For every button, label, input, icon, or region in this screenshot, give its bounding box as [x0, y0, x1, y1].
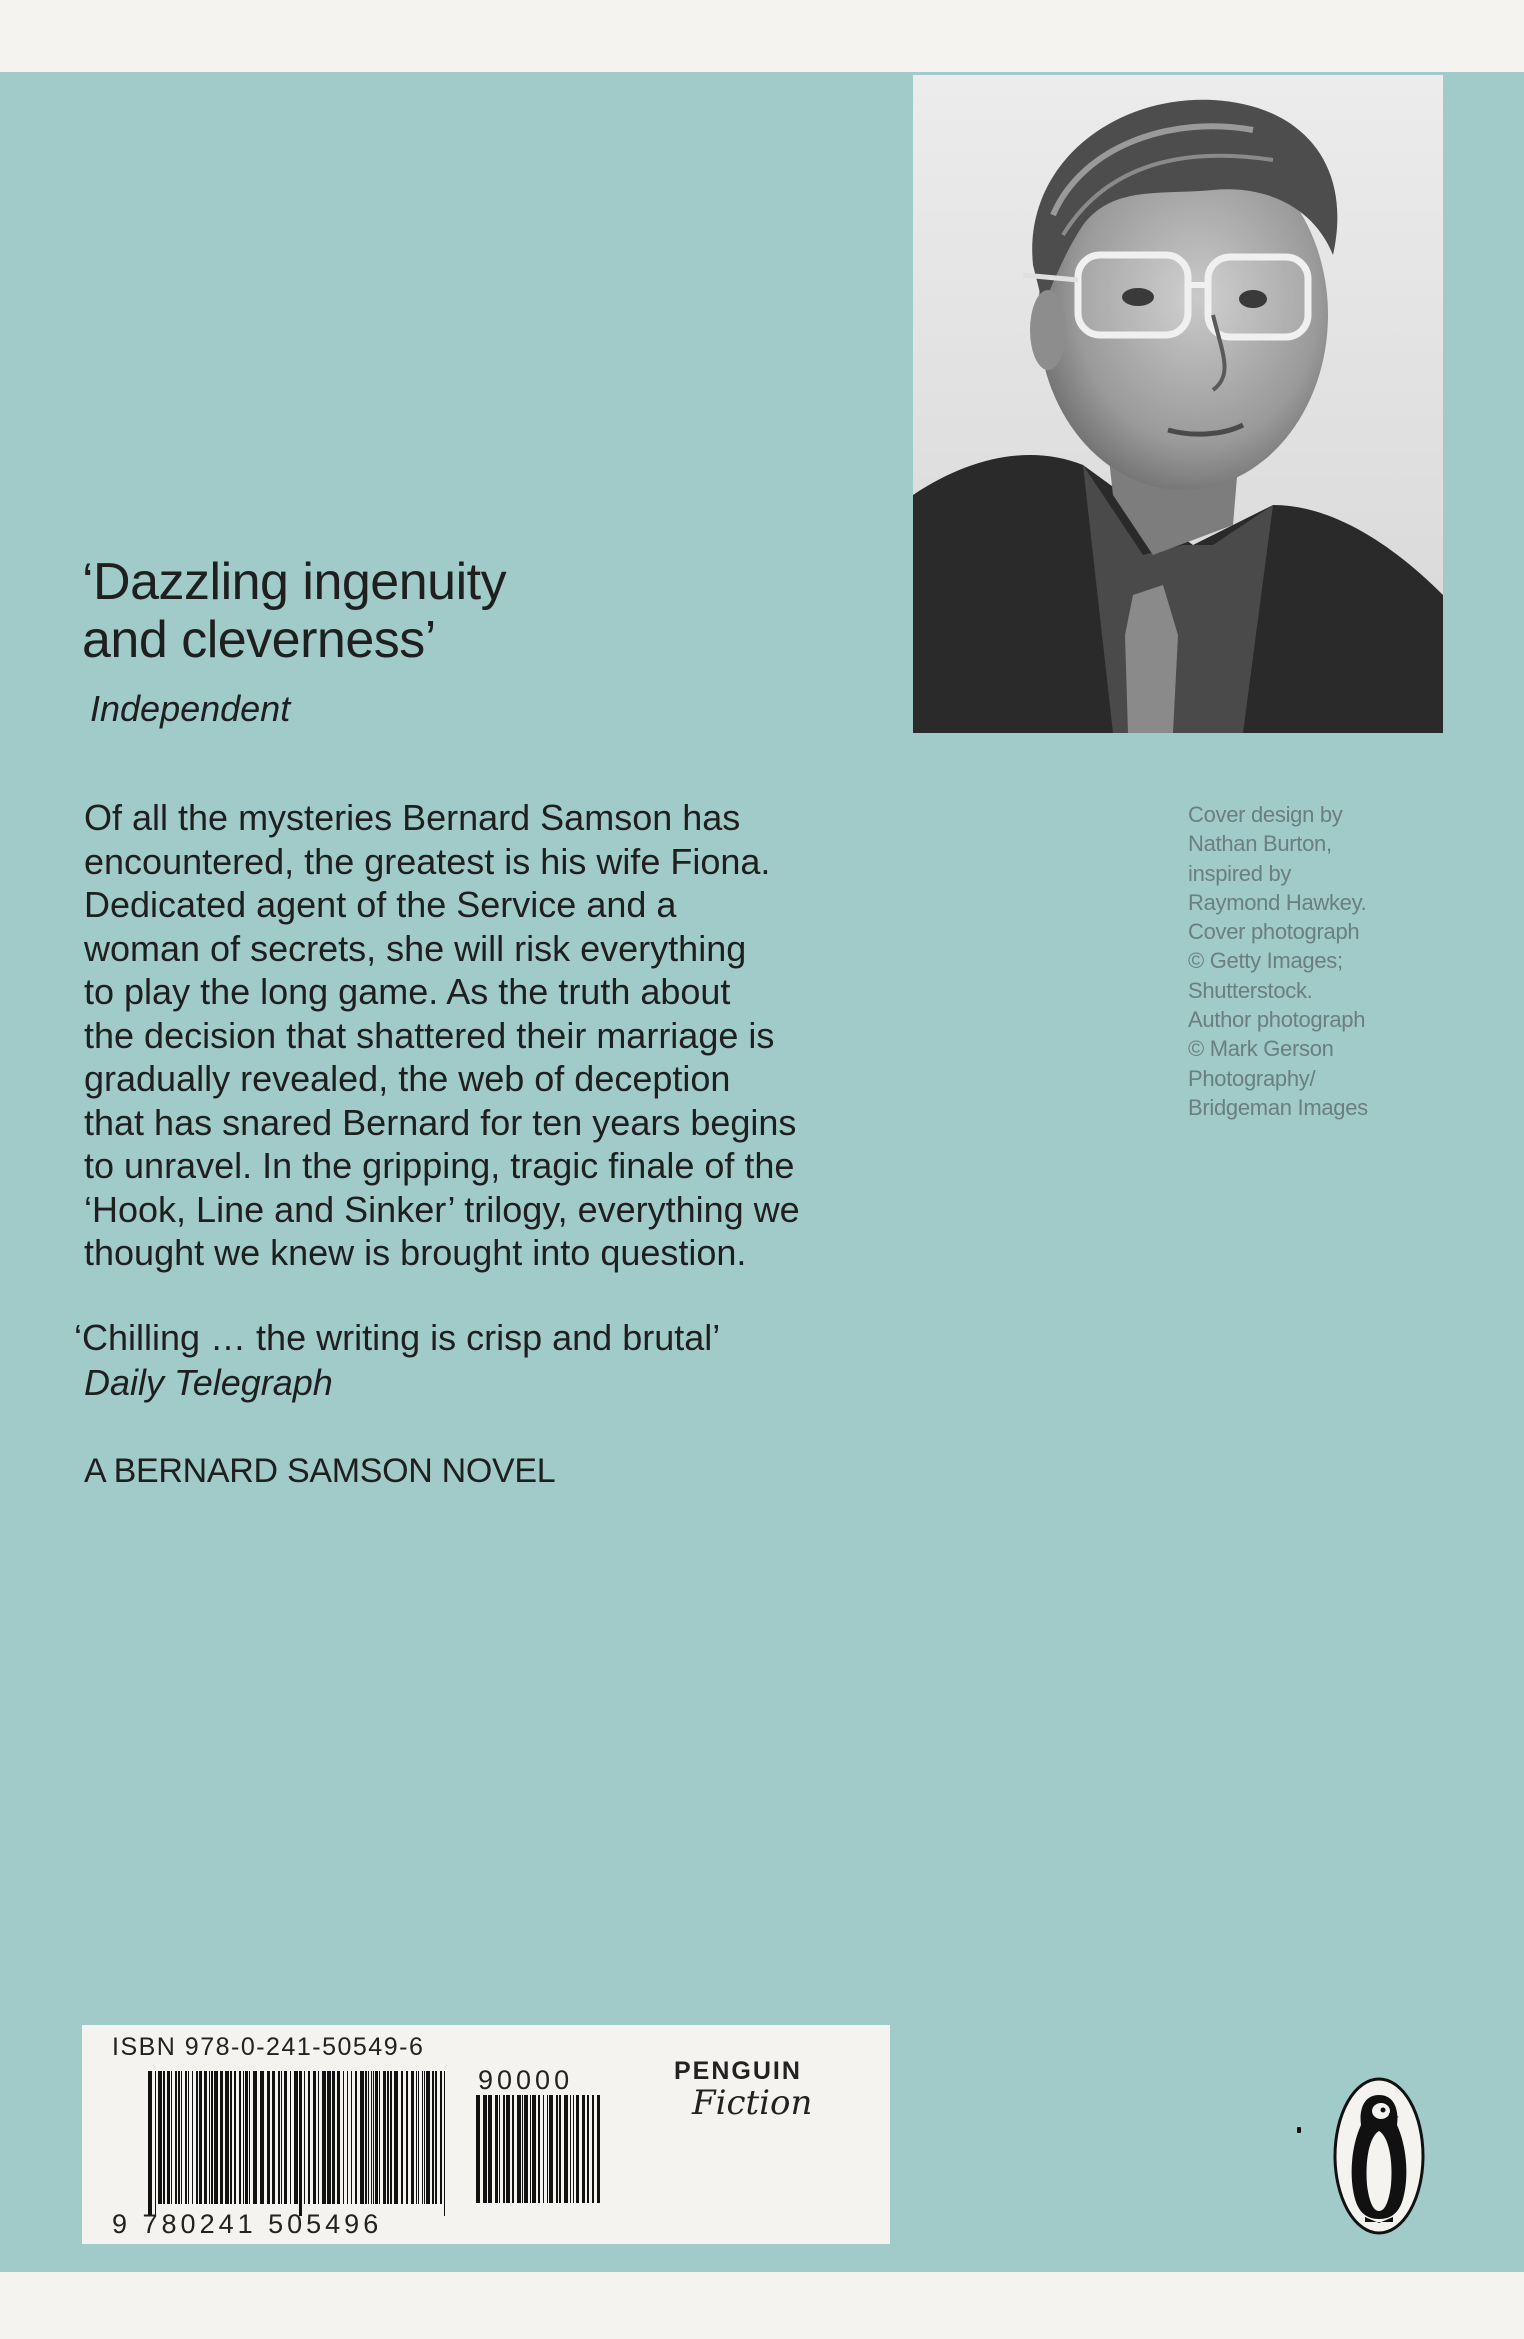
barcode-bar — [476, 2095, 480, 2203]
blurb-text — [84, 796, 944, 1275]
barcode-panel — [82, 2025, 890, 2244]
barcode-bar — [418, 2071, 419, 2204]
barcode-bar — [243, 2071, 244, 2204]
barcode-bar — [522, 2095, 523, 2203]
barcode-bar — [538, 2095, 540, 2203]
barcode-bar — [343, 2071, 344, 2204]
barcode-bar — [355, 2071, 357, 2204]
barcode-bar — [564, 2095, 568, 2203]
barcode-bar — [322, 2071, 326, 2204]
barcode-bar — [570, 2095, 571, 2203]
barcode-bar — [556, 2095, 558, 2203]
main-quote-line: ‘Dazzling ingenuity — [82, 553, 507, 611]
blurb-line: that has snared Bernard for ten years begins — [84, 1101, 797, 1143]
main-quote-source: Independent — [90, 688, 291, 729]
barcode-bar — [582, 2095, 585, 2203]
barcode-bar — [337, 2071, 340, 2204]
barcode-bar — [245, 2071, 248, 2204]
barcode-bar — [488, 2095, 492, 2203]
barcode-bar — [158, 2071, 162, 2204]
barcode-bar — [192, 2071, 193, 2204]
barcode-bar — [178, 2071, 180, 2204]
barcode-bar — [253, 2071, 257, 2204]
barcode-bar — [592, 2095, 594, 2203]
barcode-bar — [155, 2071, 156, 2216]
barcode-bar — [499, 2095, 500, 2203]
barcode-bar — [196, 2071, 198, 2204]
barcode-bar — [308, 2071, 310, 2204]
barcode-bar — [281, 2071, 282, 2204]
barcode-bar — [185, 2071, 187, 2204]
barcode-bar — [351, 2071, 352, 2204]
blurb-line: to unravel. In the gripping, tragic finale of the — [84, 1145, 795, 1186]
barcode-bar — [188, 2071, 189, 2204]
barcode-bar — [209, 2071, 210, 2204]
barcode-bar — [204, 2071, 207, 2204]
blurb-line: thought we knew is brought into question. — [84, 1232, 747, 1273]
barcode-bar — [225, 2071, 229, 2204]
isbn-label: ISBN 978-0-241-50549-6 — [112, 2033, 425, 2061]
barcode-bar — [148, 2071, 152, 2216]
barcode-bar — [379, 2071, 380, 2204]
barcode-bar — [163, 2071, 165, 2204]
blurb-line: the decision that shattered their marriage is — [84, 1014, 775, 1056]
barcode-bar — [524, 2095, 528, 2203]
barcode-bar — [368, 2071, 369, 2204]
barcode-bar — [547, 2095, 548, 2203]
barcode-bar — [422, 2071, 423, 2204]
credit-line: © Mark Gerson — [1188, 1036, 1334, 1062]
barcode-bar — [375, 2071, 378, 2204]
barcode-bar — [220, 2071, 223, 2204]
barcode-bar — [532, 2095, 536, 2203]
barcode-bar — [304, 2071, 305, 2204]
barcode-bar — [432, 2071, 434, 2204]
barcode-bar — [211, 2071, 213, 2204]
barcode-bar — [267, 2071, 270, 2204]
barcode-bar — [394, 2071, 398, 2204]
publisher-name: PENGUIN — [674, 2057, 802, 2085]
blurb-line: to play the long game. As the truth about — [84, 971, 731, 1012]
credit-line: Raymond Hawkey. — [1188, 889, 1367, 915]
blurb-line: ‘Hook, Line and Sinker’ trilogy, everything we — [84, 1188, 800, 1230]
barcode-bar — [365, 2071, 367, 2204]
barcode-bar — [347, 2071, 348, 2204]
barcode-bar — [230, 2071, 232, 2204]
barcode-bar — [278, 2071, 280, 2204]
barcode-bar — [416, 2071, 417, 2204]
credit-line: inspired by — [1188, 860, 1292, 886]
barcode-bar — [517, 2095, 521, 2203]
barcode-bar — [435, 2071, 437, 2204]
barcode-bar — [573, 2095, 574, 2203]
cover-credits — [1188, 800, 1418, 1122]
barcode-bar — [249, 2071, 250, 2204]
series-label: A BERNARD SAMSON NOVEL — [84, 1452, 556, 1490]
credit-line: Bridgeman Images — [1188, 1094, 1368, 1120]
addon-barcode — [476, 2095, 602, 2215]
ean-digits: 9 780241 505496 — [112, 2209, 383, 2239]
second-review-quote: ‘Chilling … the writing is crisp and brutal’ — [74, 1317, 721, 1358]
credit-line: Cover photograph — [1188, 919, 1360, 945]
barcode-bar — [444, 2071, 445, 2216]
barcode-bar — [181, 2071, 182, 2204]
blurb-line: Of all the mysteries Bernard Samson has — [84, 797, 741, 838]
barcode-bar — [597, 2095, 600, 2203]
barcode-bar — [327, 2071, 331, 2204]
barcode-bar — [512, 2095, 514, 2203]
barcode-bar — [294, 2071, 298, 2204]
barcode-bar — [401, 2071, 403, 2204]
barcode-bar — [503, 2095, 505, 2203]
barcode-bar — [175, 2071, 177, 2204]
addon-digits: 90000 — [478, 2065, 574, 2095]
main-review-quote — [82, 553, 802, 669]
barcode-bar — [559, 2095, 561, 2203]
penguin-logo-icon — [1333, 2077, 1425, 2235]
credit-line: © Getty Images; — [1188, 948, 1343, 974]
blurb-line: encountered, the greatest is his wife Fiona. — [84, 840, 771, 882]
credit-line: Author photograph — [1188, 1007, 1366, 1033]
barcode-bar — [373, 2071, 374, 2204]
imprint-name: Fiction — [692, 2083, 813, 2123]
barcode-bar — [272, 2071, 275, 2204]
author-photo — [913, 75, 1443, 733]
barcode-bar — [299, 2071, 302, 2216]
barcode-bar — [260, 2071, 264, 2204]
barcode-bar — [424, 2071, 425, 2204]
barcode-bar — [483, 2095, 487, 2203]
barcode-bar — [167, 2071, 170, 2204]
barcode-bar — [383, 2071, 386, 2204]
second-quote-source: Daily Telegraph — [84, 1362, 333, 1403]
barcode-bar — [495, 2095, 498, 2203]
barcode-bar — [549, 2095, 553, 2203]
barcode-bar — [390, 2071, 392, 2204]
barcode-bar — [318, 2071, 319, 2204]
barcode-bar — [313, 2071, 316, 2204]
barcode-bar — [371, 2071, 372, 2204]
barcode-bar — [406, 2071, 408, 2204]
back-cover — [0, 72, 1524, 2272]
barcode-bar — [387, 2071, 389, 2204]
barcode-bar — [440, 2071, 442, 2204]
main-quote-line: and cleverness’ — [82, 611, 436, 669]
barcode-bar — [199, 2071, 202, 2204]
barcode-bar — [171, 2071, 172, 2204]
barcode-bar — [360, 2071, 364, 2204]
barcode-bar — [332, 2071, 335, 2204]
barcode-bar — [426, 2071, 430, 2204]
credit-line: Nathan Burton, — [1188, 831, 1332, 857]
barcode-bar — [543, 2095, 544, 2203]
barcode-bar — [506, 2095, 510, 2203]
credit-line: Cover design by — [1188, 802, 1343, 827]
credit-line: Shutterstock. — [1188, 977, 1313, 1003]
barcode-bar — [411, 2071, 414, 2204]
barcode-bar — [234, 2071, 236, 2204]
barcode-bar — [214, 2071, 218, 2204]
ean-barcode — [148, 2071, 448, 2216]
barcode-bar — [239, 2071, 241, 2204]
barcode-bar — [530, 2095, 531, 2203]
blurb-line: gradually revealed, the web of deception — [84, 1058, 731, 1099]
blurb-line: Dedicated agent of the Service and a — [84, 884, 677, 925]
credit-line: Photography/ — [1188, 1065, 1316, 1091]
blurb-line: woman of secrets, she will risk everything — [84, 927, 747, 969]
barcode-bar — [576, 2095, 579, 2203]
printer-mark — [1297, 2127, 1301, 2133]
barcode-bar — [290, 2071, 291, 2204]
barcode-bar — [284, 2071, 287, 2204]
barcode-bar — [587, 2095, 589, 2203]
